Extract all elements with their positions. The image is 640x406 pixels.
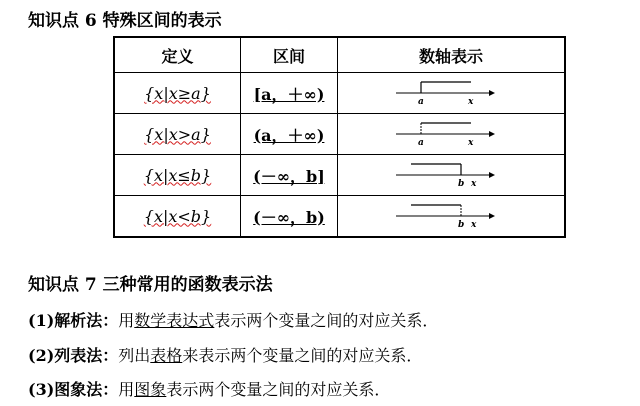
number-line-diagram [391, 199, 511, 229]
method-text-post: 来表示两个变量之间的对应关系． [182, 346, 423, 365]
method-analytic [28, 308, 438, 331]
set-expression: {x|x<b} [143, 206, 212, 226]
header-number-line: 数轴表示 [338, 37, 566, 73]
definition-cell [114, 73, 241, 114]
axis-arrow-icon [489, 131, 495, 137]
definition-cell [114, 155, 241, 196]
number-line-diagram [391, 117, 511, 147]
table-row [114, 155, 565, 196]
method-text-pre: 列出 [118, 346, 151, 365]
method-text-pre: 用 [118, 311, 135, 330]
interval-cell [241, 196, 338, 238]
section-7-title: 知识点 7 三种常用的函数表示法 [28, 275, 273, 295]
number-line-diagram [391, 158, 511, 188]
method-table [28, 343, 422, 366]
table-header-row [114, 37, 565, 73]
point-label: a [418, 97, 424, 106]
interval-notation: (－∞，b] [253, 166, 325, 186]
number-line-cell [338, 196, 566, 238]
axis-arrow-icon [489, 90, 495, 96]
table-row [114, 114, 565, 155]
header-definition: 定义 [114, 37, 241, 73]
set-expression: {x|x>a} [144, 124, 211, 144]
method-graph [28, 377, 390, 400]
table-row [114, 73, 565, 114]
method-key-term: 图象 [134, 380, 167, 399]
axis-arrow-icon [489, 172, 495, 178]
interval-cell [241, 114, 338, 155]
method-text-pre: 用 [118, 380, 135, 399]
method-text-post: 表示两个变量之间的对应关系． [166, 380, 391, 399]
set-expression: {x|x≥a} [144, 83, 211, 103]
section-6-title: 知识点 6 特殊区间的表示 [28, 11, 222, 31]
number-line-cell [338, 73, 566, 114]
special-intervals-table [113, 36, 566, 238]
definition-cell [114, 114, 241, 155]
number-line-diagram [391, 76, 511, 106]
interval-notation: [a，＋∞) [253, 84, 325, 104]
axis-label: x [468, 138, 474, 147]
axis-label: x [471, 179, 477, 188]
point-label: b [458, 179, 465, 188]
point-label: b [458, 220, 465, 229]
method-key-term: 数学表达式 [134, 311, 215, 330]
interval-notation: (a，＋∞) [253, 125, 325, 145]
number-line-cell [338, 155, 566, 196]
axis-arrow-icon [489, 213, 495, 219]
method-term: (2)列表法： [28, 346, 119, 365]
point-label: a [418, 138, 424, 147]
axis-label: x [468, 97, 474, 106]
header-interval: 区间 [241, 37, 338, 73]
number-line-cell [338, 114, 566, 155]
method-term: (1)解析法： [28, 311, 119, 330]
interval-cell [241, 155, 338, 196]
method-key-term: 表格 [150, 346, 183, 365]
method-term: (3)图象法： [28, 380, 119, 399]
table-row [114, 196, 565, 238]
axis-label: x [471, 220, 477, 229]
interval-notation: (－∞，b) [253, 207, 325, 227]
definition-cell [114, 196, 241, 238]
set-expression: {x|x≤b} [143, 165, 212, 185]
interval-cell [241, 73, 338, 114]
method-text-post: 表示两个变量之间的对应关系． [214, 311, 439, 330]
